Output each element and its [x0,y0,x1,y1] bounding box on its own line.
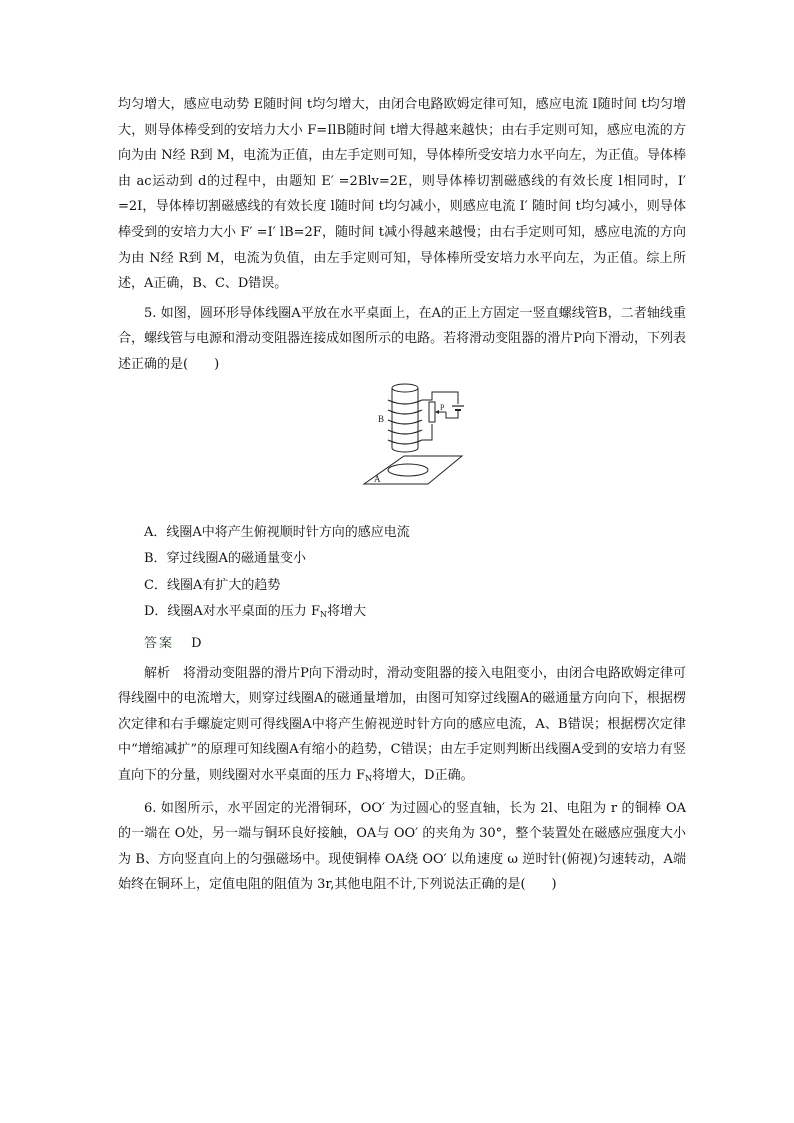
rheostat [429,402,435,422]
q5-analysis: 解析 将滑动变阻器的滑片P向下滑动时，滑动变阻器的接入电阻变小，由闭合电路欧姆定律可得线圈中的电流增大，则穿过线圈A的磁通量增加，由图可知穿过线圈A的磁通量方向向下，根据楞次定律和右手螺旋定则可得线圈A中将产生俯视逆时针方向的感应电流，A、B错误；根据楞次定律中“增缩减扩”的原理可知线圈A有缩小的趋势，C错误；由左手定则判断出线圈A受到的安培力有竖直向下的分量，则线圈对水平桌面的压力 $F_N$将增大，D正确。 [118,665,686,783]
q5-option-d: D．线圈A对水平桌面的压力 $F_N$将增大 [144,604,366,620]
label-a: A [374,473,381,484]
label-b: B [378,413,385,424]
solenoid-top [392,384,418,392]
solenoid-windings [388,400,422,444]
question-6-stem: 6. 如图所示，水平固定的光滑铜环，OO′ 为过圆心的竖直轴，长为 2l、电阻为 r 的铜棒 OA 的一端在 O处，另一端与铜环良好接触，OA与 OO′ 的夹角为 30°，整个装置处在磁感应强度大小为 B、方向竖直向上的匀强磁场中。现使铜棒 OA绕 OO′ 以角速度 ω 逆时针(俯视)匀速转动，A端始终在铜环上，定值电阻的阻值为 3r,其他电阻不计,下列说法正确的是( ) [118,800,686,893]
solenoid-bottom [392,448,418,452]
answer-value: D [191,635,202,651]
q5-option-c: C．线圈A有扩大的趋势 [144,577,281,593]
answer-label: 答案 [144,635,175,651]
slider-arrow [435,410,439,414]
label-p: P [440,402,445,412]
solution-paragraph: 均匀增大，感应电动势 E随时间 t均匀增大，由闭合电路欧姆定律可知，感应电流 I随时间 t均匀增大，则导体棒受到的安培力大小 F=IlB随时间 t增大得越来越快；由右手定则可知，感应电流的方向为由 N经 R到 M，电流为正值，由左手定则可知，导体棒所受安培力水平向左，为正值。导体棒由 ac运动到 d的过程中，由题知 E′ =2Blv=2E，则导体棒切割磁感线的有效长度 l相同时，I′ =2I，导体棒切割磁感线的有效长度 l随时间 t均匀减小，则感应电流 I′ 随时间 t均匀减小，则导体棒受到的安培力大小 F′ =I′ lB=2F，随时间 t减小得越来越慢；由右手定则可知，感应电流的方向为由 N经 R到 M，电流为负值，由左手定则可知，导体棒所受安培力水平向左，为正值。综上所述，A正确，B、C、D错误。 [118,97,686,292]
q5-answer [118,633,686,655]
solenoid-coil-figure [118,382,686,512]
solenoid-coil-diagram [356,382,466,510]
q5-option-a: A．线圈A中将产生俯视顺时针方向的感应电流 [144,524,410,540]
question-5-stem: 5. 如图，圆环形导体线圈A平放在水平桌面上，在A的正上方固定一竖直螺线管B，二者轴线重合，螺线管与电源和滑动变阻器连接成如图所示的电路。若将滑动变阻器的滑片P向下滑动，下列表述正确的是( ) [118,305,686,372]
wire-battery [446,410,458,418]
document-page [118,92,686,898]
wire-bottom [422,424,432,440]
q5-option-b: B．穿过线圈A的磁通量变小 [144,551,306,567]
coil-a [388,464,428,476]
